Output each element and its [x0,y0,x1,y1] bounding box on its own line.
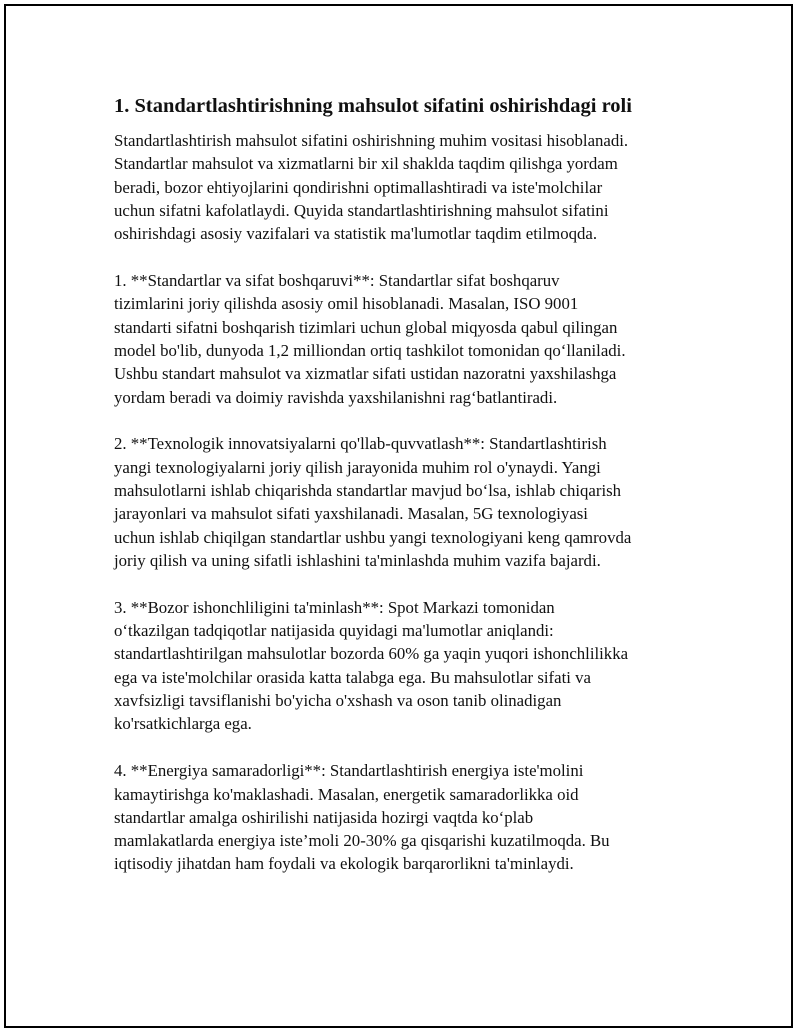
section-standards-quality [114,269,694,409]
text-line: joriy qilish va uning sifatli ishlashini ta'minlashda muhim vazifa bajardi. [114,550,601,570]
text-line: mahsulotlarni ishlab chiqarishda standartlar mavjud bo‘lsa, ishlab chiqarish [114,481,622,501]
document-body [114,94,694,899]
text-line: yordam beradi va doimiy ravishda yaxshilanishni rag‘batlantiradi. [114,387,558,407]
text-line: beradi, bozor ehtiyojlarini qondirishni optimallashtiradi va iste'molchilar [114,177,603,197]
text-line: Standartlashtirish mahsulot sifatini oshirishning muhim vositasi hisoblanadi. [114,131,629,150]
document-title: 1. Standartlashtirishning mahsulot sifatini oshirishdagi roli [114,95,632,117]
text-line: model bo'lib, dunyoda 1,2 milliondan ortiq tashkilot tomonidan qo‘llaniladi. [114,340,626,360]
text-line: xavfsizligi tavsiflanishi bo'yicha o'xshash va oson tanib olinadigan [114,691,562,711]
text-line: standartlashtirilgan mahsulotlar bozorda 60% ga yaqin yuqori ishonchlilikka [114,644,629,664]
intro-paragraph [114,129,694,245]
text-line: o‘tkazilgan tadqiqotlar natijasida quyidagi ma'lumotlar aniqlandi: [114,621,554,641]
text-line: uchun ishlab chiqilgan standartlar ushbu yangi texnologiyani keng qamrovda [114,527,632,547]
text-line: mamlakatlarda energiya iste’moli 20-30% ga qisqarishi kuzatilmoqda. Bu [114,831,610,851]
text-line: standartlar amalga oshirilishi natijasida hozirgi vaqtda ko‘plab [114,807,534,827]
section-energy-efficiency [114,759,694,875]
text-line: tizimlarini joriy qilishda asosiy omil hisoblanadi. Masalan, ISO 9001 [114,294,579,314]
text-line: oshirishdagi asosiy vazifalari va statistik ma'lumotlar taqdim etilmoqda. [114,224,598,244]
text-line: uchun sifatni kafolatlaydi. Quyida standartlashtirishning mahsulot sifatini [114,200,609,220]
text-line: iqtisodiy jihatdan ham foydali va ekologik barqarorlikni ta'minlaydi. [114,854,574,874]
text-line: yangi texnologiyalarni joriy qilish jarayonida muhim rol o'ynaydi. Yangi [114,457,601,477]
section-market-reliability [114,596,694,736]
text-line: Standartlar mahsulot va xizmatlarni bir xil shaklda taqdim qilishga yordam [114,154,618,174]
text-line: ko'rsatkichlarga ega. [114,714,252,734]
text-line: kamaytirishga ko'maklashadi. Masalan, energetik samaradorlikka oid [114,784,579,804]
text-line: ega va iste'molchilar orasida katta talabga ega. Bu mahsulotlar sifati va [114,667,591,687]
text-line: 4. **Energiya samaradorligi**: Standartlashtirish energiya iste'molini [114,761,584,781]
text-line: 3. **Bozor ishonchliligini ta'minlash**: Spot Markazi tomonidan [114,597,555,617]
text-line: 1. **Standartlar va sifat boshqaruvi**: Standartlar sifat boshqaruv [114,271,560,291]
section-tech-innovation [114,432,694,572]
text-line: jarayonlari va mahsulot sifati yaxshilanadi. Masalan, 5G texnologiyasi [114,504,588,524]
text-line: 2. **Texnologik innovatsiyalarni qo'llab-quvvatlash**: Standartlashtirish [114,434,607,454]
text-line: Ushbu standart mahsulot va xizmatlar sifati ustidan nazoratni yaxshilashga [114,364,617,384]
text-line: standarti sifatni boshqarish tizimlari uchun global miqyosda qabul qilingan [114,317,618,337]
